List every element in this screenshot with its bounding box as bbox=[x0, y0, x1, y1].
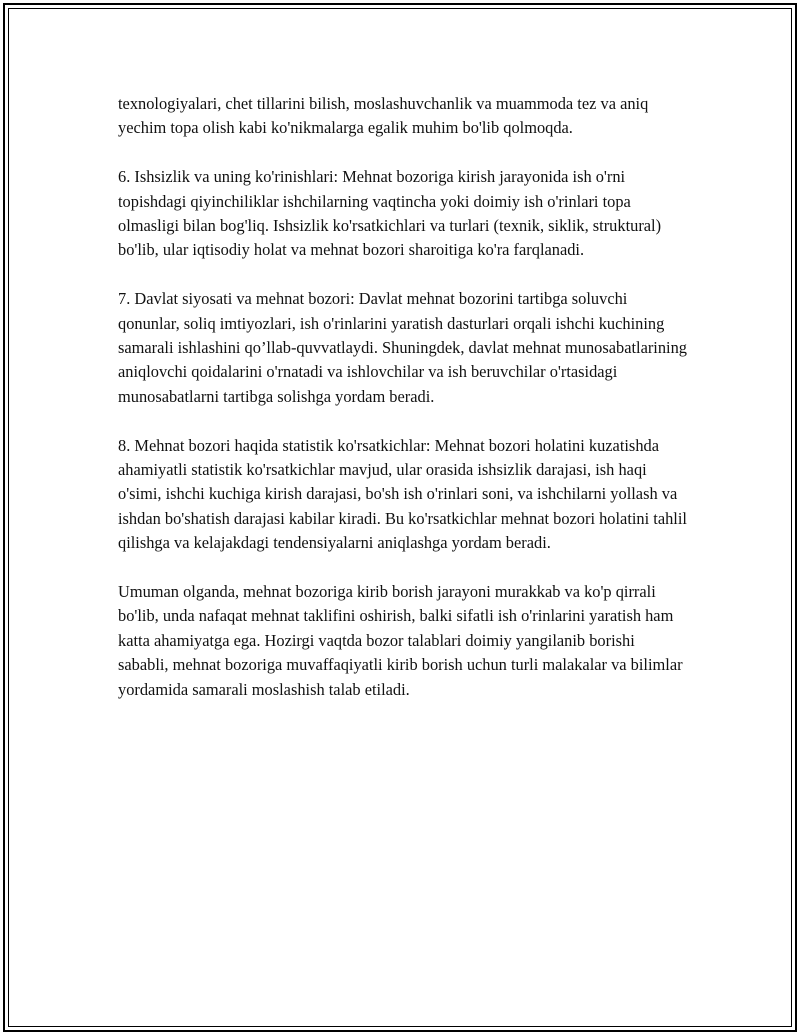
paragraph-continuation: texnologiyalari, chet tillarini bilish, moslashuvchanlik va muammoda tez va aniq yechim topa olish kabi ko'nikmalarga egalik muhim bo'lib qolmoqda. bbox=[118, 94, 649, 138]
document-body bbox=[118, 92, 688, 702]
paragraph-statistics: 8. Mehnat bozori haqida statistik ko'rsatkichlar: Mehnat bozori holatini kuzatishda ahamiyatli statistik ko'rsatkichlar mavjud, ular orasida ishsizlik darajasi, ish haqi o'simi, ishchi kuchiga kirish darajasi, bo'sh ish o'rinlari soni, va ishchilarni yollash va ishdan bo'shatish darajasi kabilar kiradi. Bu ko'rsatkichlar mehnat bozori holatini tahlil qilishga va kelajakdagi tendensiyalarni aniqlashga yordam beradi. bbox=[118, 435, 687, 553]
paragraph-unemployment: 6. Ishsizlik va uning ko'rinishlari: Mehnat bozoriga kirish jarayonida ish o'rni topishdagi qiyinchiliklar ishchilarning vaqtincha yoki doimiy ish o'rinlari topa olmasligi bilan bog'liq. Ishsizlik ko'rsatkichlari va turlari (texnik, siklik, struktural) bo'lib, ular iqtisodiy holat va mehnat bozori sharoitiga ko'ra farqlanadi. bbox=[118, 167, 662, 260]
paragraph-conclusion: Umuman olganda, mehnat bozoriga kirib borish jarayoni murakkab va ko'p qirrali bo'lib, unda nafaqat mehnat taklifini oshirish, balki sifatli ish o'rinlarini yaratish ham katta ahamiyatga ega. Hozirgi vaqtda bozor talablari doimiy yangilanib borishi sababli, mehnat bozoriga muvaffaqiyatli kirib borish uchun turli malakalar va bilimlar yordamida samarali moslashish talab etiladi. bbox=[118, 582, 683, 699]
paragraph-state-policy: 7. Davlat siyosati va mehnat bozori: Davlat mehnat bozorini tartibga soluvchi qonunlar, soliq imtiyozlari, ish o'rinlarini yaratish dasturlari orqali ishchi kuchining samarali ishlashini qo’llab-quvvatlaydi. Shuningdek, davlat mehnat munosabatlarining aniqlovchi qoidalarini o'rnatadi va ishlovchilar va ish beruvchilar o'rtasidagi munosabatlarni tartibga solishga yordam beradi. bbox=[118, 289, 687, 406]
